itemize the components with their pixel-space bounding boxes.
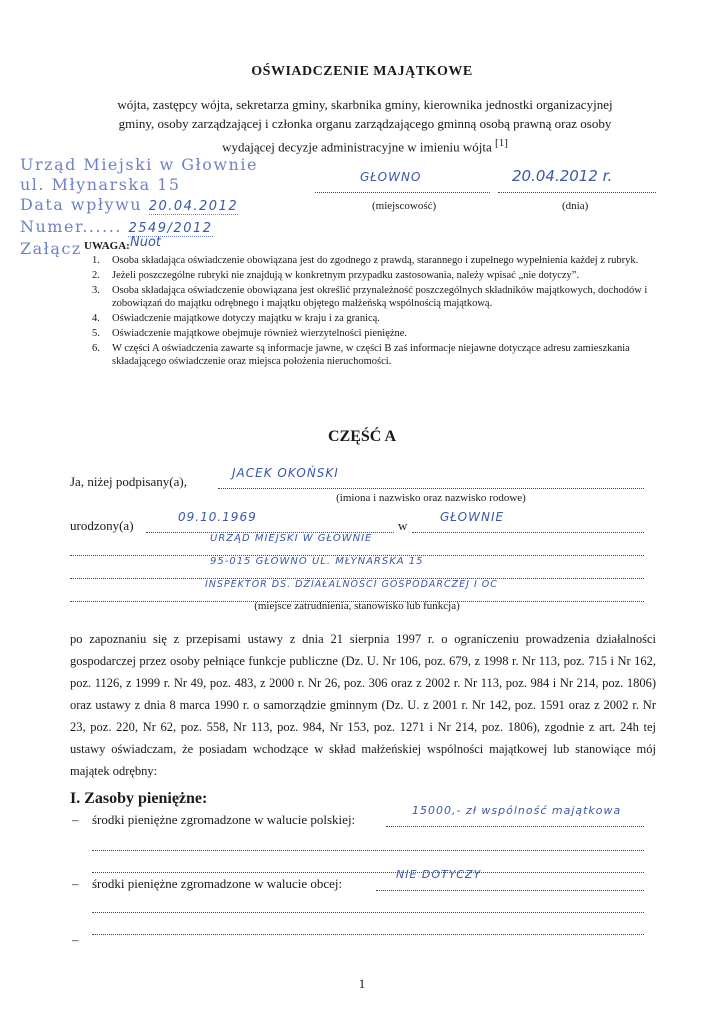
stamp-attach-value: Nuot [130,235,162,250]
note-item: 6. W części A oświadczenia zawarte są informacje jawne, w części B zaś informacje niejawne dotyczące adresu zamieszkania składającego oświadczenie oraz miejsca położenia nieruchomości. [92,343,630,367]
born-in-label: w [398,518,408,533]
notes-heading: UWAGA: [84,240,130,252]
note-item: 5. Oświadczenie majątkowe obejmuje również wierzytelności pieniężne. [92,328,408,339]
legal-paragraph: po zapoznaniu się z przepisami ustawy z dnia 21 sierpnia 1997 r. o ograniczeniu prowadzenia działalności gospodarczej przez osoby pełniące funkcje publiczne (Dz. U. Nr 106, poz. 679, z 1998 r. Nr 113, poz. 715 i Nr 162, poz. 1126, z 1999 r. Nr 49, poz. 483, z 2000 r. Nr 26, poz. 306 oraz z 2002 r. Nr 113, poz. 984 i Nr 214, poz. 1806) oraz ustawy z dnia 8 marca 1990 r. o samorządzie gminnym (Dz. U. z 2001 r. Nr 142, poz. 1591 oraz z 2002 r. Nr 23, poz. 220, Nr 62, poz. 558, Nr 113, poz. 984, Nr 153, poz. 1271 i Nr 214, poz. 1806), zgodnie z art. 24h tej ustawy oświadczam, że posiadam wchodzące w skład małżeńskiej wspólności majątkowej lub stanowiące mój majątek odrębny: [70,632,656,778]
subtitle-line-1: wójta, zastępcy wójta, sekretarza gminy, skarbnika gminy, kierownika jednostki organizacyjnej [117,97,613,112]
dash-3: – [72,932,79,947]
foreign-value: NIE DOTYCZY [396,868,482,881]
date-value: 20.04.2012 r. [512,167,613,185]
pln-value: 15000,- zł wspólność majątkowa [412,804,622,817]
born-label: urodzony(a) [70,518,134,533]
part-a-heading: CZĘŚĆ A [327,428,397,445]
employment-value-2: 95-015 GŁOWNO UL. MŁYNARSKA 15 [210,556,424,567]
note-item: 1. Osoba składająca oświadczenie obowiązana jest do zgodnego z prawdą, starannego i zupełnego wypełnienia każdej z rubryk. [92,255,639,266]
note-item: 4. Oświadczenie majątkowe dotyczy majątku w kraju i za granicą. [92,313,380,324]
employment-value-1: URZĄD MIEJSKI W GŁOWNIE [210,533,373,544]
subtitle-line-2: gminy, osoby zarządzającej i członka organu zarządzającego gminną osobą prawną oraz osoby [118,116,612,131]
footnote-ref: [1] [495,137,508,149]
page-number: 1 [358,976,366,991]
stamp-date-value: 20.04.2012 [148,199,239,214]
stamp-attachments: Załącz [20,239,82,258]
notes-list [84,254,664,370]
pln-extra-line-2 [92,858,644,873]
dash-2: – [72,876,79,891]
employment-caption: (miejsce zatrudnienia, stanowisko lub funkcja) [254,600,460,612]
pln-label: środki pieniężne zgromadzone w walucie polskiej: [92,812,356,827]
dash-1: – [72,812,79,827]
born-date-value: 09.10.1969 [178,510,257,524]
date-caption: (dnia) [562,200,589,212]
document-title: OŚWIADCZENIE MAJĄTKOWE [251,64,473,79]
foreign-label: środki pieniężne zgromadzone w walucie obcej: [92,876,343,891]
stamp-number: Numer...... 2549/2012 [20,217,213,236]
stamp-office: Urząd Miejski w Głownie [20,155,258,174]
stamp-date: Data wpływu 20.04.2012 [20,195,239,214]
place-caption: (miejscowość) [372,200,437,212]
pln-extra-line-1 [92,836,644,851]
name-label: Ja, niżej podpisany(a), [70,474,187,489]
subtitle-line-3: wydającej decyzje administracyjne w imieniu wójta [1] [222,137,508,155]
note-item: 3. Osoba składająca oświadczenie obowiązana jest określić przynależność poszczególnych składników majątkowych, dochodów i zobowiązań do majątku odrębnego i majątku objętego małżeńską wspólnością majątkową. [92,285,648,309]
name-value: JACEK OKOŃSKI [232,466,339,480]
foreign-extra-line-1 [92,898,644,913]
employment-value-3: INSPEKTOR DS. DZIAŁALNOŚCI GOSPODARCZEJ I OC [205,579,498,590]
foreign-extra-line-2 [92,920,644,935]
note-item: 2. Jeżeli poszczególne rubryki nie znajdują w konkretnym przypadku zastosowania, należy wpisać „nie dotyczy”. [92,270,580,281]
born-place-value: GŁOWNIE [440,510,505,524]
stamp-address: ul. Młynarska 15 [20,175,181,194]
stamp-number-value: 2549/2012 [128,221,213,236]
name-caption: (imiona i nazwisko oraz nazwisko rodowe) [336,492,526,504]
place-value: GŁOWNO [360,170,422,184]
section-1-heading: I. Zasoby pieniężne: [70,790,208,807]
